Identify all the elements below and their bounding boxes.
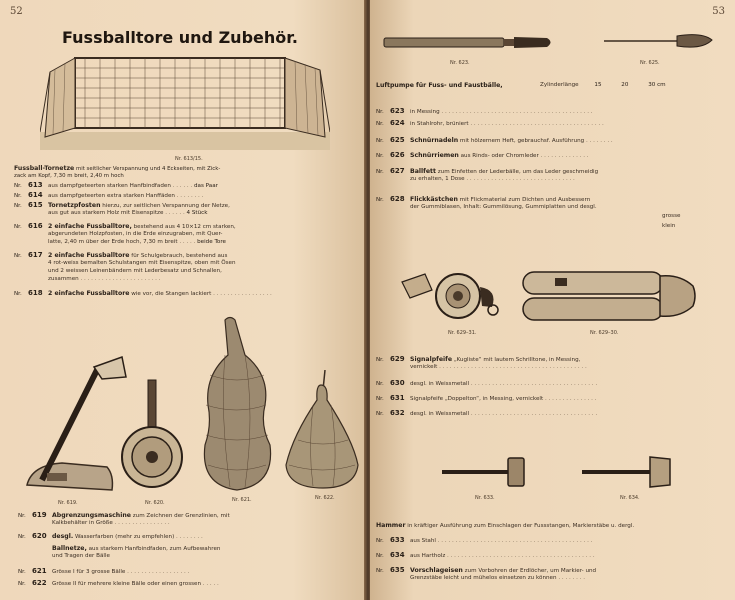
goal-caption: Nr. 613/15.: [175, 156, 203, 162]
list-item: Nr. 629 Signalpfeife „Kugliste“ mit lautem Schrilltone, in Messing,: [376, 355, 581, 363]
list-item: Nr. 621 Grösse I für 3 grosse Bälle . . . . . . . . . . . . . . . . . .: [18, 567, 190, 575]
intro-line-2: zack am Kopf, 7,30 m breit, 2,40 m hoch: [14, 173, 124, 180]
line-marker-illustration: [22, 355, 132, 495]
list-item: Nr. 634 aus Hartholz . . . . . . . . . . . . . . . . . . . . . . . . . . . . . . . . . . . . . . . . . .: [376, 551, 595, 559]
whistle-single-illustration: [400, 262, 505, 327]
intro-text: [14, 165, 354, 181]
fig-caption: Nr. 619.: [58, 500, 78, 506]
list-item: Nr. 613 aus dampfgeteerten starken Hanfbindfaden . . . . . . das Paar: [14, 181, 218, 189]
list-item: Nr. 631 Signalpfeife „Doppelton“, in Messing, vernickelt . . . . . . . . . . . . . . .: [376, 394, 597, 402]
list-item: Ballnetze, aus starkem Hanfbindfaden, zum Aufbewahren: [52, 545, 221, 552]
list-item: zusammen . . . . . . . . . . . . . . . . . . . . . . .: [48, 276, 161, 282]
size-label: klein: [662, 223, 676, 229]
list-item: latte, 2,40 m über der Erde hoch, 7,30 m breit . . . . . beide Tore: [48, 239, 226, 245]
list-item: 4 rot-weiss bemalten Schulstangen mit Eisenspitze, oben mit Ösen: [48, 260, 236, 266]
hammer-steel-illustration: [440, 455, 530, 490]
pump-header: Luftpumpe für Fuss- und Faustbälle,: [376, 82, 503, 89]
right-page-number: 53: [712, 6, 725, 17]
list-item: und 2 weissen Leinenbändern mit Lederbesatz und Schnallen,: [48, 268, 222, 274]
left-page: [0, 0, 366, 600]
fig-caption: Nr. 629–31.: [448, 330, 477, 336]
list-item: aus gut aus starkem Holz mit Eisenspitze . . . . . . 4 Stück: [48, 210, 208, 216]
fig-caption: Nr. 633.: [475, 495, 495, 501]
ball-net-large-illustration: [200, 315, 275, 495]
list-item: der Gummiblasen, Inhalt: Gummilösung, Gummiplatten und desgl.: [410, 204, 597, 210]
list-item: Nr. 625 Schnürnadeln mit hölzernem Heft, gebrauchsf. Ausführung . . . . . . . .: [376, 136, 613, 144]
list-item: Nr. 620 desgl. Wasserfarben (mehr zu empfehlen) . . . . . . . .: [18, 532, 203, 540]
left-page-number: 52: [10, 6, 23, 17]
list-item: Nr. 626 Schnürriemen aus Rinds- oder Chromleder . . . . . . . . . . . . . .: [376, 151, 589, 159]
fig-caption: Nr. 621.: [232, 497, 252, 503]
list-item: Nr. 618 2 einfache Fussballtore wie vor, die Stangen lackiert . . . . . . . . . . . . . . . . .: [14, 289, 272, 297]
list-item: Nr. 627 Ballfett zum Einfetten der Lederbälle, um das Leder geschmeidig: [376, 167, 599, 175]
list-item: Nr. 622 Grösse II für mehrere kleine Bälle oder einen grossen . . . . .: [18, 579, 219, 587]
list-item: Nr. 614 aus dampfgeteerten extra starken Hanffäden . . . . . . . .: [14, 191, 204, 199]
list-item: Nr. 632 desgl. in Weissmetall . . . . . . . . . . . . . . . . . . . . . . . . . . . . . . . . . . . .: [376, 409, 598, 417]
list-item: Nr. 635 Vorschlageisen zum Vorbohren der Erdlöcher, um Markier- und: [376, 566, 597, 574]
fig-caption: Nr. 625.: [640, 60, 660, 66]
list-item: Nr. 624 in Stahlrohr, brüniert . . . . . . . . . . . . . . . . . . . . . . . . . . . . . . . . . . . . . .: [376, 119, 604, 127]
page-title: Fussballtore und Zubehör.: [62, 28, 298, 47]
list-item: zu erhalten, 1 Dose . . . . . . . . . . . . . . . . . . . . . . . . . . . . . . .: [410, 176, 575, 182]
fig-caption: Nr. 634.: [620, 495, 640, 501]
list-item: Kalkbehälter in Größe . . . . . . . . . . . . . . . .: [52, 520, 170, 526]
ball-net-small-illustration: [283, 370, 361, 490]
list-item: Nr. 633 aus Stahl . . . . . . . . . . . . . . . . . . . . . . . . . . . . . . . . . . . . . . . . . . . .: [376, 536, 593, 544]
intro-name: Fussball-Tornetze: [14, 165, 75, 172]
list-item: Grenzstäbe leicht und mühelos einsetzen zu können . . . . . . . .: [410, 575, 585, 581]
lacing-needle-illustration: [602, 30, 717, 52]
hammer-header: Hammer in kräftiger Ausführung zum Einschlagen der Fussstangen, Markierstäbe u. dergl.: [376, 522, 635, 529]
whistle-double-illustration: [515, 268, 700, 328]
list-item: und Tragen der Bälle: [52, 553, 110, 559]
size-label: grosse: [662, 213, 681, 219]
fig-caption: Nr. 622.: [315, 495, 335, 501]
fig-caption: Nr. 620.: [145, 500, 165, 506]
list-item: Nr. 615 Tornetzpfosten hierzu, zur seitlichen Verspannung der Netze,: [14, 201, 230, 209]
cylinder-size-row: Zylinderlänge 15 20 30 cm: [540, 82, 666, 88]
list-item: Nr. 619 Abgrenzungsmaschine zum Zeichnen der Grenzlinien, mit: [18, 511, 230, 519]
hammer-wood-illustration: [580, 455, 675, 490]
list-item: Nr. 630 desgl. in Weissmetall . . . . . . . . . . . . . . . . . . . . . . . . . . . . . . . . . . . .: [376, 379, 598, 387]
goal-net-illustration: [40, 52, 330, 152]
air-pump-illustration: [382, 32, 557, 54]
list-item: Nr. 616 2 einfache Fussballtore, bestehend aus 4 10×12 cm starken,: [14, 222, 236, 230]
list-item: vernickelt . . . . . . . . . . . . . . . . . . . . . . . . . . . . . . . . . . . . . . . . . .: [410, 364, 587, 370]
marker-wheel-illustration: [118, 375, 188, 495]
list-item: abgerundeten Holzpfosten, in die Erde einzugraben, mit Quer-: [48, 231, 223, 237]
fig-caption: Nr. 629–30.: [590, 330, 619, 336]
list-item: Nr. 623 in Messing . . . . . . . . . . . . . . . . . . . . . . . . . . . . . . . . . . . . . . . . . . .: [376, 107, 593, 115]
list-item: Nr. 628 Flickkästchen mit Flickmaterial zum Dichten und Ausbessern: [376, 195, 591, 203]
intro-line-1: mit seitlicher Verspannung und 4 Eckseiten, mit Zick-: [75, 166, 221, 172]
fig-caption: Nr. 623.: [450, 60, 470, 66]
list-item: Nr. 617 2 einfache Fussballtore für Schulgebrauch, bestehend aus: [14, 251, 228, 259]
right-page: [370, 0, 735, 600]
